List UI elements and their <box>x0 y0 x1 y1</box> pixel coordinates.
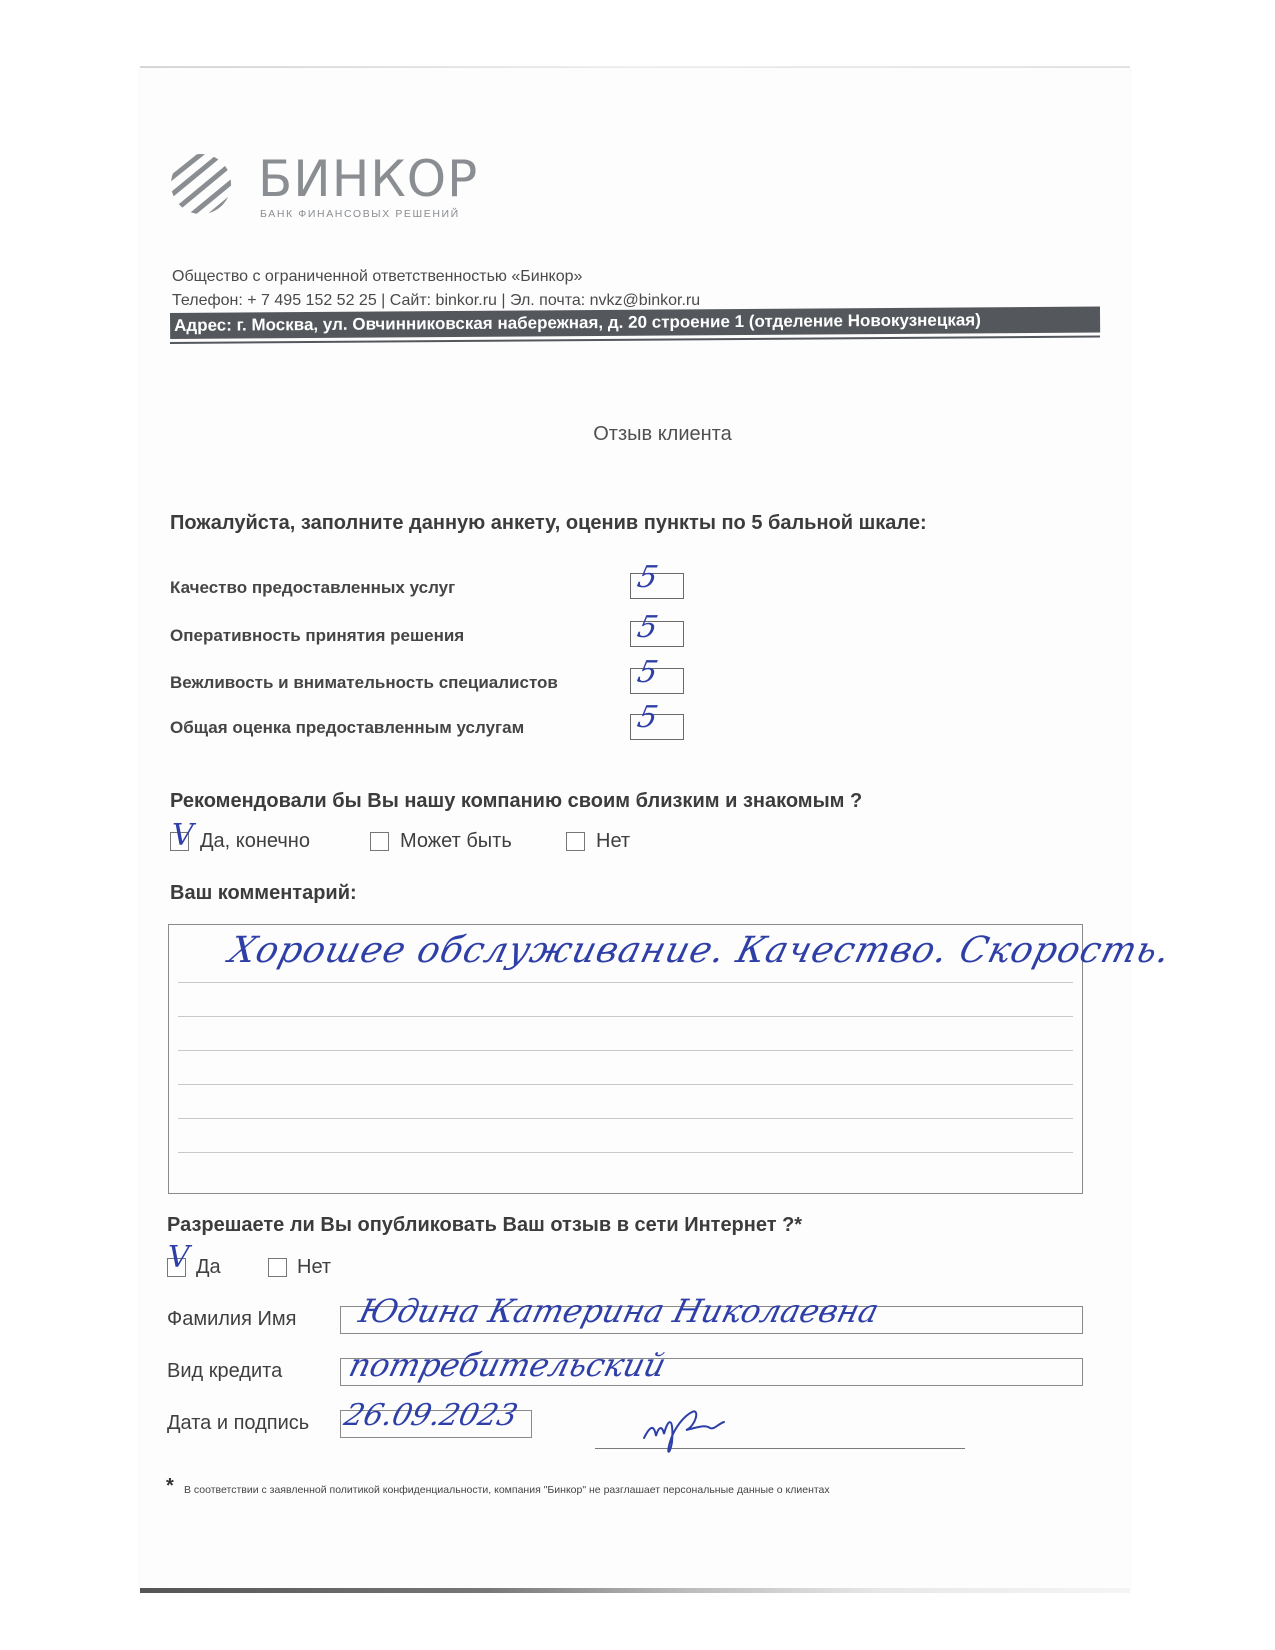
rating-value-politeness: 5 <box>634 655 661 690</box>
sheet-shadow <box>140 1588 1130 1593</box>
rating-label-overall: Общая оценка предоставленным услугам <box>170 718 525 737</box>
rating-label-quality: Качество предоставленных услуг <box>170 578 456 597</box>
publish-no-label: Нет <box>297 1256 332 1278</box>
publish-no-checkbox[interactable] <box>268 1258 287 1277</box>
comment-line <box>178 982 1073 983</box>
recommend-yes-label: Да, конечно <box>200 830 310 852</box>
comment-title: Ваш комментарий: <box>170 882 357 904</box>
recommend-no-label: Нет <box>596 830 631 852</box>
logo-sphere-icon <box>170 153 232 215</box>
publish-yes-tick-icon: V <box>168 1240 190 1275</box>
signature-icon <box>640 1398 750 1458</box>
recommend-maybe-label: Может быть <box>400 830 512 852</box>
name-value: Юдина Катерина Николаевна <box>355 1292 883 1330</box>
logo-tagline: БАНК ФИНАНСОВЫХ РЕШЕНИЙ <box>260 208 460 220</box>
company-contacts: Телефон: + 7 495 152 52 25 | Сайт: binkor.ru | Эл. почта: nvkz@binkor.ru <box>172 292 701 309</box>
form-title: Отзыв клиента <box>593 423 732 445</box>
rating-value-speed: 5 <box>634 610 661 645</box>
company-name: Общество с ограниченной ответственностью «Бинкор» <box>172 268 583 285</box>
date-value: 26.09.2023 <box>340 1398 522 1433</box>
publish-question: Разрешаете ли Вы опубликовать Ваш отзыв в сети Интернет ?* <box>167 1214 803 1236</box>
rating-label-speed: Оперативность принятия решения <box>170 626 465 645</box>
rating-label-politeness: Вежливость и внимательность специалистов <box>170 673 558 692</box>
comment-line <box>178 1016 1073 1017</box>
rating-instruction: Пожалуйста, заполните данную анкету, оценив пункты по 5 бальной шкале: <box>170 512 927 534</box>
logo-wordmark: БИНКОР <box>258 150 479 208</box>
comment-line <box>178 1084 1073 1085</box>
comment-text: Хорошее обслуживание. Качество. Скорость. <box>224 930 1176 971</box>
date-signature-label: Дата и подпись <box>167 1412 310 1434</box>
rating-value-overall: 5 <box>634 700 661 735</box>
address-bar: Адрес: г. Москва, ул. Овчинниковская набережная, д. 20 строение 1 (отделение Новокузнецкая) <box>170 307 1100 339</box>
privacy-footnote: В соответствии с заявленной политикой конфиденциальности, компания "Бинкор" не разглашает персональные данные о клиентах <box>184 1484 830 1496</box>
recommend-no-checkbox[interactable] <box>566 832 585 851</box>
publish-yes-label: Да <box>196 1256 221 1278</box>
rating-value-quality: 5 <box>634 560 661 595</box>
recommend-yes-tick-icon: V <box>172 818 194 853</box>
footnote-asterisk: * <box>166 1475 174 1497</box>
credit-type-value: потребительский <box>345 1346 670 1384</box>
comment-line <box>178 1152 1073 1153</box>
comment-line <box>178 1118 1073 1119</box>
comment-line <box>178 1050 1073 1051</box>
recommend-question: Рекомендовали бы Вы нашу компанию своим близким и знакомым ? <box>170 790 863 812</box>
credit-type-label: Вид кредита <box>167 1360 283 1382</box>
recommend-maybe-checkbox[interactable] <box>370 832 389 851</box>
name-label: Фамилия Имя <box>167 1308 297 1330</box>
